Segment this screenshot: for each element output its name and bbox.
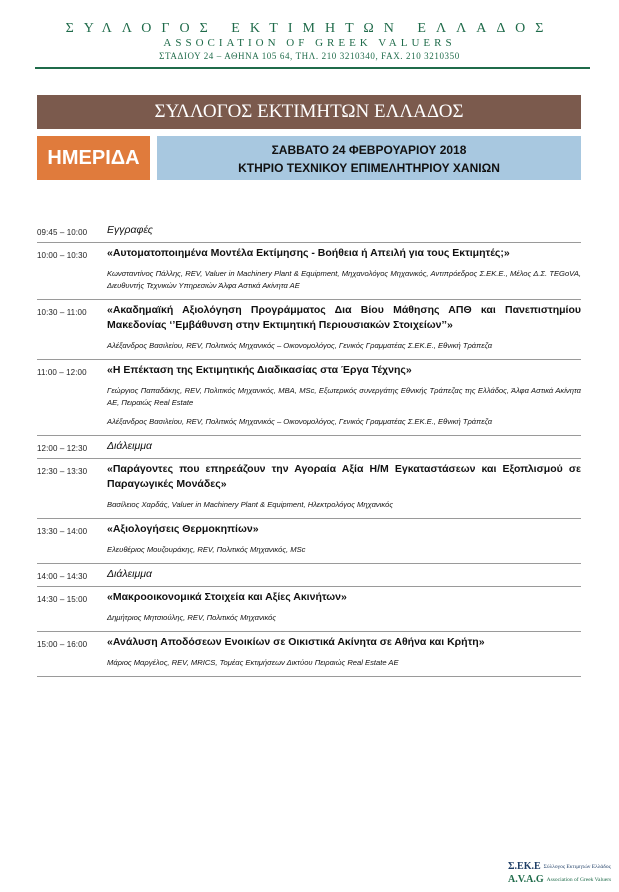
session-time: 10:30 – 11:00 [37,308,87,317]
association-english-name: ASSOCIATION OF GREEK VALUERS [163,37,456,49]
session-speaker: Γεώργιος Παπαδάκης, REV, Πολιτικός Μηχανικός, MBA, MSc, Εξωτερικός συνεργάτης Εθνικής Τράπεζας της Ελλάδος, Άλφα Αστικά Ακίνητα ΑΕ, Πειραιώς Real Estate [107,386,581,407]
session-speaker: Μάριος Μαργέλος, REV, MRICS, Τομέας Εκτιμήσεων Δικτύου Πειραιώς Real Estate AE [107,658,399,667]
session-title: Διάλειμμα [107,440,152,452]
title-banner: ΣΥΛΛΟΓΟΣ ΕΚΤΙΜΗΤΩΝ ΕΛΛΑΔΟΣ [37,95,581,129]
session-content [107,587,581,631]
session-content [107,436,581,458]
session-speaker: Δημήτριος Μητσιούλης, REV, Πολιτικός Μηχανικός [107,613,277,622]
schedule-row [37,632,581,677]
schedule-row [37,564,581,587]
session-content [107,519,581,563]
schedule-row [37,220,581,243]
session-title: «Παράγοντες που επηρεάζουν την Αγοραία Αξία Η/Μ Εγκαταστάσεων και Εξοπλισμού σε Παραγωγικές Μονάδες» [107,463,581,490]
footer-logo [508,860,618,890]
schedule-row [37,519,581,564]
session-speaker: Κωνσταντίνος Πάλλης, REV, Valuer in Machinery Plant & Equipment, Μηχανολόγος Μηχανικός, Αντιπρόεδρος Σ.ΕΚ.Ε., Μέλος Δ.Σ. TEGoVA, Διευθυντής Τεχνικών Υπηρεσιών Άλφα Αστικά Ακίνητα ΑΕ [107,269,581,290]
logo-mark-greek: Σ.ΕΚ.Ε [508,861,541,872]
session-time: 11:00 – 12:00 [37,368,87,377]
session-content [107,220,581,242]
event-type-badge: ΗΜΕΡΙΔΑ [37,136,150,180]
session-content [107,564,581,586]
logo-text-greek: Σύλλογος Εκτιμητών Ελλάδος [543,863,611,870]
session-speaker: Αλέξανδρος Βασιλείου, REV, Πολιτικός Μηχανικός – Οικονομολόγος, Γενικός Γραμματέας Σ.ΕΚ.Ε., Εθνική Τράπεζα [107,417,493,426]
event-info-box [157,136,581,180]
schedule-row [37,360,581,436]
session-time: 14:30 – 15:00 [37,595,88,604]
session-title: Διάλειμμα [107,568,152,580]
logo-text-english: Association of Greek Valuers [546,876,612,883]
session-time: 13:30 – 14:00 [37,527,88,536]
event-date: ΣΑΒΒΑΤΟ 24 ΦΕΒΡΟΥΑΡΙΟΥ 2018 [271,143,467,157]
session-speaker: Ελευθέριος Μουζουράκης, REV, Πολιτικός Μηχανικός, MSc [107,545,306,554]
event-venue: ΚΤΗΡΙΟ ΤΕΧΝΙΚΟΥ ΕΠΙΜΕΛΗΤΗΡΙΟΥ ΧΑΝΙΩΝ [238,161,500,175]
schedule-table [37,220,581,677]
schedule-row [37,300,581,360]
logo-mark-english: A.V.A.G [508,874,544,885]
session-speaker: Βασίλειος Χαρδάς, Valuer in Machinery Plant & Equipment, Ηλεκτρολόγος Μηχανικός [107,500,394,509]
session-time: 15:00 – 16:00 [37,640,88,649]
session-content [107,300,581,359]
session-time: 14:00 – 14:30 [37,572,88,581]
letterhead-divider [35,67,590,69]
session-time: 10:00 – 10:30 [37,251,88,260]
association-address: ΣΤΑΔΙΟΥ 24 – ΑΘΗΝΑ 105 64, ΤΗΛ. 210 3210340, FAX. 210 3210350 [159,51,460,61]
session-title: «Η Επέκταση της Εκτιμητικής Διαδικασίας στα Έργα Τέχνης» [107,364,412,376]
session-content [107,360,581,435]
session-title: «Ανάλυση Αποδόσεων Ενοικίων σε Οικιστικά Ακίνητα σε Αθήνα και Κρήτη» [107,636,485,648]
session-title: «Αυτοματοποιημένα Μοντέλα Εκτίμησης - Βοήθεια ή Απειλή για τους Εκτιμητές;» [107,247,510,259]
schedule-row [37,243,581,300]
session-time: 09:45 – 10:00 [37,228,88,237]
schedule-row [37,436,581,459]
session-speaker: Αλέξανδρος Βασιλείου, REV, Πολιτικός Μηχανικός – Οικονομολόγος, Γενικός Γραμματέας Σ.ΕΚ.Ε., Εθνική Τράπεζα [107,341,493,350]
schedule-row [37,587,581,632]
session-title: Εγγραφές [107,224,153,236]
association-greek-name: ΣΥΛΛΟΓΟΣ ΕΚΤΙΜΗΤΩΝ ΕΛΛΑΔΟΣ [65,21,554,36]
session-content [107,459,581,518]
session-content [107,243,581,299]
session-title: «Ακαδημαϊκή Αξιολόγηση Προγράμματος Δια Βίου Μάθησης ΑΠΘ και Πανεπιστημίου Μακεδονίας ‘’Εμβάθυνση στην Εκτιμητική Περιουσιακών Στοιχείων’’» [107,304,581,331]
session-title: «Μακροοικονομικά Στοιχεία και Αξίες Ακινήτων» [107,591,347,603]
schedule-row [37,459,581,519]
letterhead [0,20,619,62]
session-title: «Αξιολογήσεις Θερμοκηπίων» [107,523,259,535]
session-content [107,632,581,676]
session-time: 12:00 – 12:30 [37,444,88,453]
session-time: 12:30 – 13:30 [37,467,88,476]
